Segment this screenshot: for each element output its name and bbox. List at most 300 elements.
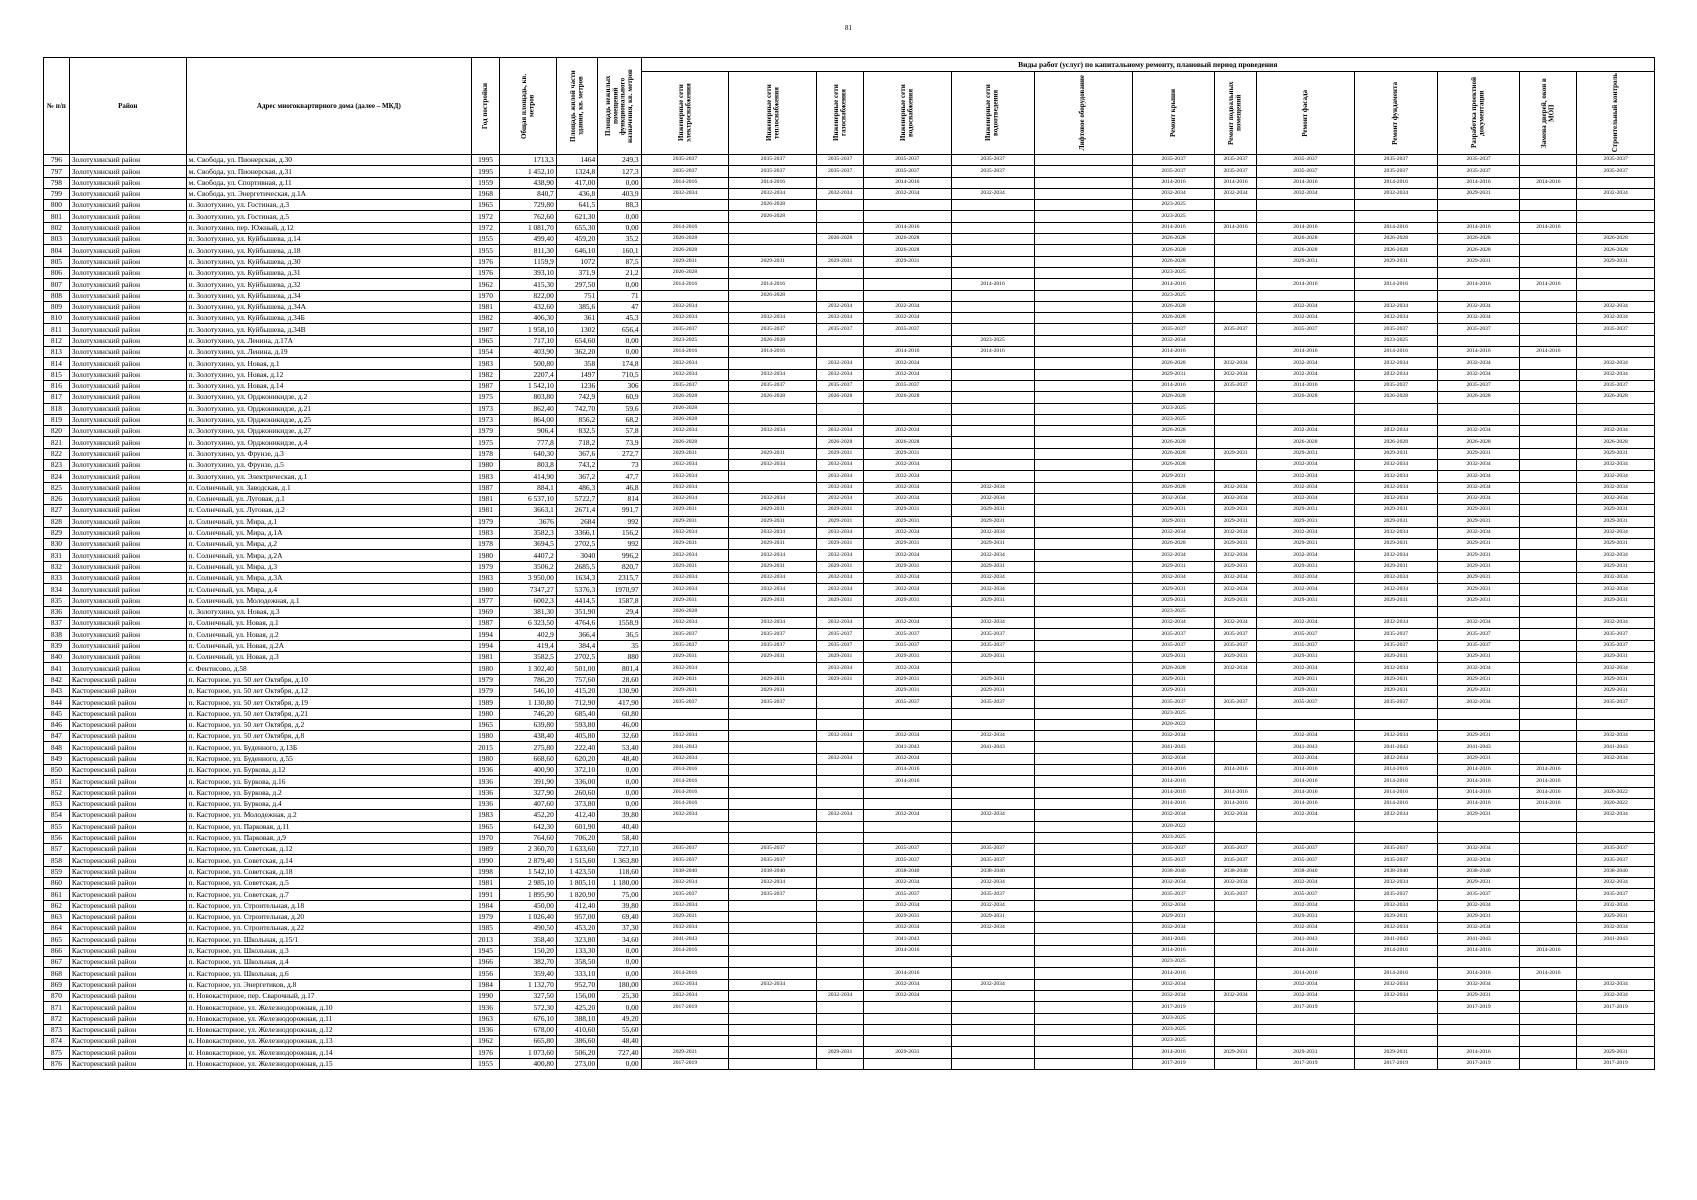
work-period-cell: 2035-2037 <box>1256 640 1354 651</box>
district-cell: Золотухинский район <box>69 460 186 471</box>
work-period-cell: 2029-2031 <box>1437 505 1520 516</box>
work-period-cell: 2014-2016 <box>1256 765 1354 776</box>
table-row <box>44 460 1655 471</box>
work-period-cell: 2032-2034 <box>641 618 729 629</box>
capital-repair-table <box>43 57 1655 1070</box>
table-row <box>44 900 1655 911</box>
work-period-cell: 2029-2031 <box>1577 516 1655 527</box>
work-period-cell <box>951 245 1034 256</box>
work-period-cell: 2032-2034 <box>1256 900 1354 911</box>
work-period-cell <box>817 697 864 708</box>
work-period-cell <box>1355 821 1438 832</box>
header-row-top <box>44 58 1655 72</box>
address-cell: с. Фентисово, д.58 <box>186 663 471 674</box>
work-period-cell: 2032-2034 <box>817 584 864 595</box>
work-period-cell <box>817 403 864 414</box>
work-period-cell: 2014-2016 <box>1256 279 1354 290</box>
nonliving-area-cell: 60,9 <box>598 392 641 403</box>
work-period-cell <box>1256 211 1354 222</box>
work-period-cell <box>1256 267 1354 278</box>
work-period-cell <box>1355 290 1438 301</box>
work-period-cell <box>1520 663 1577 674</box>
work-period-cell: 2032-2034 <box>1577 584 1655 595</box>
work-period-cell: 2032-2034 <box>1132 493 1215 504</box>
table-row <box>44 335 1655 346</box>
work-period-cell: 2026-2028 <box>1355 245 1438 256</box>
work-period-cell: 2032-2034 <box>1577 923 1655 934</box>
work-period-cell: 2029-2031 <box>1355 505 1438 516</box>
nonliving-area-cell: 2315,7 <box>598 572 641 583</box>
work-period-cell: 2026-2028 <box>1256 392 1354 403</box>
row-number: 840 <box>44 652 70 663</box>
nonliving-area-cell: 1970,97 <box>598 584 641 595</box>
work-period-cell <box>1215 1036 1256 1047</box>
total-area-cell: 1 452,10 <box>499 166 556 177</box>
district-cell: Золотухинский район <box>69 629 186 640</box>
work-period-cell: 2032-2034 <box>1577 753 1655 764</box>
work-period-cell <box>817 765 864 776</box>
work-period-cell <box>1520 674 1577 685</box>
living-area-cell: 1302 <box>556 324 597 335</box>
total-area-cell: 822,00 <box>499 290 556 301</box>
work-period-cell: 2029-2031 <box>1215 652 1256 663</box>
header-work-text: Инженерные сети теплоснабжения <box>764 84 780 142</box>
year-cell: 1982 <box>472 313 500 324</box>
work-period-cell <box>1034 765 1132 776</box>
work-period-cell: 2035-2037 <box>1355 889 1438 900</box>
table-row <box>44 166 1655 177</box>
work-period-cell: 2029-2031 <box>1577 505 1655 516</box>
work-period-cell <box>641 1024 729 1035</box>
district-cell: Золотухинский район <box>69 279 186 290</box>
table-row <box>44 640 1655 651</box>
nonliving-area-cell: 87,5 <box>598 256 641 267</box>
work-period-cell <box>951 290 1034 301</box>
work-period-cell: 2026-2028 <box>1132 313 1215 324</box>
district-cell: Касторенский район <box>69 776 186 787</box>
work-period-cell <box>1520 188 1577 199</box>
work-period-cell: 2035-2037 <box>1132 697 1215 708</box>
nonliving-area-cell: 60,80 <box>598 708 641 719</box>
work-period-cell: 2014-2016 <box>1132 279 1215 290</box>
work-period-cell: 2029-2031 <box>1215 595 1256 606</box>
total-area-cell: 640,30 <box>499 448 556 459</box>
nonliving-area-cell: 814 <box>598 493 641 504</box>
work-period-cell: 2032-2034 <box>817 663 864 674</box>
work-period-cell <box>1215 1058 1256 1069</box>
address-cell: п. Солнечный, ул. Мира, д.2 <box>186 539 471 550</box>
work-period-cell: 2014-2016 <box>641 968 729 979</box>
work-period-cell <box>1034 584 1132 595</box>
address-cell: п. Касторное, ул. 50 лет Октября, д.2 <box>186 719 471 730</box>
table-row <box>44 155 1655 166</box>
living-area-cell: 593,80 <box>556 719 597 730</box>
year-cell: 1989 <box>472 844 500 855</box>
work-period-cell: 2032-2034 <box>641 753 729 764</box>
work-period-cell: 2032-2034 <box>1437 471 1520 482</box>
work-period-cell <box>1256 403 1354 414</box>
table-row <box>44 471 1655 482</box>
nonliving-area-cell: 272,7 <box>598 448 641 459</box>
district-cell: Золотухинский район <box>69 403 186 414</box>
work-period-cell: 2035-2037 <box>1577 155 1655 166</box>
district-cell: Золотухинский район <box>69 155 186 166</box>
table-row <box>44 482 1655 493</box>
row-number: 864 <box>44 923 70 934</box>
work-period-cell <box>1520 990 1577 1001</box>
work-period-cell: 2029-2031 <box>1355 652 1438 663</box>
nonliving-area-cell: 403,9 <box>598 188 641 199</box>
row-number: 807 <box>44 279 70 290</box>
work-period-cell <box>1577 403 1655 414</box>
work-period-cell: 2029-2031 <box>1437 539 1520 550</box>
work-period-cell: 2014-2016 <box>641 279 729 290</box>
nonliving-area-cell: 160,1 <box>598 245 641 256</box>
work-period-cell: 2014-2016 <box>1520 765 1577 776</box>
work-period-cell: 2032-2034 <box>1437 460 1520 471</box>
address-cell: п. Касторное, ул. Молодежная, д.2 <box>186 810 471 821</box>
work-period-cell: 2014-2016 <box>1355 798 1438 809</box>
work-period-cell: 2029-2031 <box>1215 539 1256 550</box>
year-cell: 1945 <box>472 945 500 956</box>
work-period-cell: 2032-2034 <box>863 753 951 764</box>
work-period-cell: 2032-2034 <box>641 878 729 889</box>
total-area-cell: 499,40 <box>499 234 556 245</box>
work-period-cell: 2026-2028 <box>1355 392 1438 403</box>
work-period-cell: 2029-2031 <box>1577 595 1655 606</box>
living-area-cell: 371,9 <box>556 267 597 278</box>
work-period-cell <box>1256 335 1354 346</box>
work-period-cell <box>1215 708 1256 719</box>
work-period-cell: 2029-2031 <box>1256 539 1354 550</box>
work-period-cell <box>1355 708 1438 719</box>
work-period-cell <box>729 945 817 956</box>
total-area-cell: 391,90 <box>499 776 556 787</box>
work-period-cell: 2035-2037 <box>951 155 1034 166</box>
work-period-cell <box>1034 832 1132 843</box>
row-number: 876 <box>44 1058 70 1069</box>
year-cell: 1962 <box>472 279 500 290</box>
total-area-cell: 6 323,50 <box>499 618 556 629</box>
work-period-cell <box>863 335 951 346</box>
table-row <box>44 222 1655 233</box>
nonliving-area-cell: 39,80 <box>598 900 641 911</box>
work-period-cell: 2032-2034 <box>1132 990 1215 1001</box>
work-period-cell: 2032-2034 <box>1256 979 1354 990</box>
work-period-cell: 2029-2031 <box>1256 595 1354 606</box>
work-period-cell: 2032-2034 <box>729 188 817 199</box>
work-period-cell <box>951 1047 1034 1058</box>
district-cell: Золотухинский район <box>69 301 186 312</box>
work-period-cell: 2035-2037 <box>817 629 864 640</box>
work-period-cell <box>1355 606 1438 617</box>
living-area-cell: 4414,5 <box>556 595 597 606</box>
nonliving-area-cell: 32,60 <box>598 731 641 742</box>
work-period-cell <box>1034 674 1132 685</box>
work-period-cell: 2032-2034 <box>1355 731 1438 742</box>
work-period-cell <box>817 844 864 855</box>
work-period-cell: 2035-2037 <box>729 629 817 640</box>
work-period-cell: 2029-2031 <box>641 256 729 267</box>
header-year-text: Год постройки <box>480 82 489 130</box>
work-period-cell: 2029-2031 <box>1256 516 1354 527</box>
work-period-cell <box>1520 606 1577 617</box>
living-area-cell: 425,20 <box>556 1002 597 1013</box>
work-period-cell: 2026-2028 <box>1132 663 1215 674</box>
work-period-cell <box>1520 313 1577 324</box>
work-period-cell: 2029-2031 <box>729 448 817 459</box>
address-cell: п. Солнечный, ул. Мира, д.2А <box>186 550 471 561</box>
district-cell: Касторенский район <box>69 1036 186 1047</box>
work-period-cell: 2032-2034 <box>863 369 951 380</box>
row-number: 854 <box>44 810 70 821</box>
work-period-cell: 2032-2034 <box>1256 753 1354 764</box>
work-period-cell <box>1520 866 1577 877</box>
total-area-cell: 1 132,70 <box>499 979 556 990</box>
work-period-cell <box>641 200 729 211</box>
work-period-cell <box>951 606 1034 617</box>
work-period-cell <box>1215 290 1256 301</box>
work-period-cell <box>1215 200 1256 211</box>
work-period-cell: 2032-2034 <box>1577 358 1655 369</box>
address-cell: м. Свобода, ул. Энергетическая, д.1А <box>186 188 471 199</box>
work-period-cell <box>1437 821 1520 832</box>
work-period-cell: 2032-2034 <box>951 979 1034 990</box>
work-period-cell: 2032-2034 <box>1256 923 1354 934</box>
total-area-cell: 762,60 <box>499 211 556 222</box>
work-period-cell: 2032-2034 <box>1256 482 1354 493</box>
row-number: 812 <box>44 335 70 346</box>
total-area-cell: 786,20 <box>499 674 556 685</box>
district-cell: Золотухинский район <box>69 369 186 380</box>
table-row <box>44 810 1655 821</box>
work-period-cell: 2029-2031 <box>951 505 1034 516</box>
work-period-cell: 2032-2034 <box>817 618 864 629</box>
work-period-cell: 2032-2034 <box>1215 663 1256 674</box>
work-period-cell <box>1034 539 1132 550</box>
row-number: 810 <box>44 313 70 324</box>
work-period-cell: 2032-2034 <box>1215 527 1256 538</box>
header-district: Район <box>69 58 186 155</box>
work-period-cell <box>1520 810 1577 821</box>
address-cell: п. Солнечный, ул. Луговая, д.1 <box>186 493 471 504</box>
work-period-cell <box>1520 923 1577 934</box>
work-period-cell: 2029-2031 <box>1437 561 1520 572</box>
work-period-cell: 2032-2034 <box>1256 810 1354 821</box>
row-number: 823 <box>44 460 70 471</box>
work-period-cell <box>863 211 951 222</box>
year-cell: 1981 <box>472 878 500 889</box>
total-area-cell: 3582,3 <box>499 527 556 538</box>
total-area-cell: 676,10 <box>499 1013 556 1024</box>
work-period-cell: 2014-2016 <box>1256 177 1354 188</box>
work-period-cell <box>1437 200 1520 211</box>
year-cell: 1972 <box>472 222 500 233</box>
work-period-cell: 2029-2031 <box>1355 539 1438 550</box>
total-area-cell: 359,40 <box>499 968 556 979</box>
row-number: 846 <box>44 719 70 730</box>
address-cell: п. Солнечный, ул. Новая, д.2А <box>186 640 471 651</box>
work-period-cell: 2032-2034 <box>1215 584 1256 595</box>
work-period-cell <box>1520 493 1577 504</box>
work-period-cell <box>1215 460 1256 471</box>
work-period-cell <box>817 222 864 233</box>
work-period-cell <box>1034 505 1132 516</box>
nonliving-area-cell: 0,00 <box>598 945 641 956</box>
address-cell: п. Золотухино, ул. Гостиная, д.5 <box>186 211 471 222</box>
district-cell: Золотухинский район <box>69 324 186 335</box>
work-period-cell <box>1034 234 1132 245</box>
work-period-cell <box>1577 414 1655 425</box>
work-period-cell <box>951 426 1034 437</box>
row-number: 870 <box>44 990 70 1001</box>
work-period-cell <box>1256 708 1354 719</box>
work-period-cell: 2014-2016 <box>1355 347 1438 358</box>
work-period-cell <box>863 1013 951 1024</box>
work-period-cell: 2032-2034 <box>641 313 729 324</box>
work-period-cell: 2035-2037 <box>1215 844 1256 855</box>
work-period-cell: 2032-2034 <box>1355 301 1438 312</box>
row-number: 818 <box>44 403 70 414</box>
work-period-cell: 2035-2037 <box>1355 640 1438 651</box>
work-period-cell <box>1355 200 1438 211</box>
work-period-cell <box>1034 900 1132 911</box>
living-area-cell: 373,80 <box>556 798 597 809</box>
header-works-title: Виды работ (услуг) по капитальному ремонту, плановый период проведения <box>641 58 1654 72</box>
table-row <box>44 889 1655 900</box>
work-period-cell <box>1034 245 1132 256</box>
work-period-cell <box>1034 945 1132 956</box>
row-number: 847 <box>44 731 70 742</box>
district-cell: Золотухинский район <box>69 392 186 403</box>
work-period-cell <box>1520 1013 1577 1024</box>
work-period-cell: 2032-2034 <box>1256 188 1354 199</box>
work-period-cell: 2032-2034 <box>1256 301 1354 312</box>
work-period-cell <box>951 934 1034 945</box>
work-period-cell <box>951 1002 1034 1013</box>
work-period-cell <box>817 347 864 358</box>
year-cell: 1998 <box>472 866 500 877</box>
work-period-cell: 2026-2028 <box>1355 437 1438 448</box>
work-period-cell: 2032-2034 <box>817 426 864 437</box>
address-cell: м. Свобода, ул. Пионерская, д.31 <box>186 166 471 177</box>
work-period-cell <box>817 211 864 222</box>
living-area-cell: 1072 <box>556 256 597 267</box>
row-number: 868 <box>44 968 70 979</box>
row-number: 800 <box>44 200 70 211</box>
row-number: 837 <box>44 618 70 629</box>
address-cell: п. Золотухино, ул. Орджоникидзе, д.4 <box>186 437 471 448</box>
work-period-cell: 2035-2037 <box>1577 166 1655 177</box>
work-period-cell: 2029-2031 <box>1355 911 1438 922</box>
work-period-cell <box>729 753 817 764</box>
work-period-cell <box>1577 606 1655 617</box>
work-period-cell <box>1034 731 1132 742</box>
year-cell: 1987 <box>472 482 500 493</box>
work-period-cell: 2032-2034 <box>863 810 951 821</box>
row-number: 867 <box>44 957 70 968</box>
living-area-cell: 2702,5 <box>556 652 597 663</box>
work-period-cell: 2032-2034 <box>1355 313 1438 324</box>
work-period-cell <box>1577 832 1655 843</box>
work-period-cell: 2029-2031 <box>729 674 817 685</box>
work-period-cell: 2035-2037 <box>1355 380 1438 391</box>
work-period-cell: 2035-2037 <box>1355 697 1438 708</box>
work-period-cell: 2026-2028 <box>1132 256 1215 267</box>
living-area-cell: 646,10 <box>556 245 597 256</box>
living-area-cell: 385,6 <box>556 301 597 312</box>
district-cell: Касторенский район <box>69 1002 186 1013</box>
work-period-cell: 2035-2037 <box>641 155 729 166</box>
work-period-cell <box>1034 629 1132 640</box>
work-period-cell: 2032-2034 <box>817 753 864 764</box>
year-cell: 1989 <box>472 697 500 708</box>
work-period-cell: 2014-2016 <box>1256 222 1354 233</box>
row-number: 824 <box>44 471 70 482</box>
year-cell: 1965 <box>472 200 500 211</box>
year-cell: 1976 <box>472 1047 500 1058</box>
work-period-cell <box>729 301 817 312</box>
work-period-cell: 2029-2031 <box>1132 911 1215 922</box>
work-period-cell <box>1577 335 1655 346</box>
work-period-cell <box>729 606 817 617</box>
work-period-cell <box>817 267 864 278</box>
nonliving-area-cell: 59,6 <box>598 403 641 414</box>
table-row <box>44 505 1655 516</box>
work-period-cell: 2014-2016 <box>1132 945 1215 956</box>
work-period-cell: 2032-2034 <box>1256 493 1354 504</box>
header-work-text: Инженерные сети электроснабжения <box>676 83 693 143</box>
row-number: 835 <box>44 595 70 606</box>
work-period-cell: 2023-2025 <box>1132 606 1215 617</box>
work-period-cell: 2026-2028 <box>1132 437 1215 448</box>
work-period-cell <box>1034 742 1132 753</box>
table-row <box>44 776 1655 787</box>
work-period-cell <box>1577 708 1655 719</box>
work-period-cell: 2032-2034 <box>1256 618 1354 629</box>
work-period-cell <box>1034 708 1132 719</box>
work-period-cell <box>1520 301 1577 312</box>
table-row <box>44 1024 1655 1035</box>
work-period-cell: 2014-2016 <box>1437 776 1520 787</box>
work-period-cell <box>1215 923 1256 934</box>
living-area-cell: 1 820,90 <box>556 889 597 900</box>
year-cell: 1994 <box>472 629 500 640</box>
work-period-cell: 2032-2034 <box>641 482 729 493</box>
table-row <box>44 234 1655 245</box>
work-period-cell <box>1256 1036 1354 1047</box>
work-period-cell: 2032-2034 <box>641 188 729 199</box>
work-period-cell: 2041-2043 <box>863 742 951 753</box>
district-cell: Касторенский район <box>69 923 186 934</box>
work-period-cell: 2032-2034 <box>863 572 951 583</box>
work-period-cell <box>817 1013 864 1024</box>
work-period-cell: 2023-2025 <box>1132 414 1215 425</box>
living-area-cell: 410,60 <box>556 1024 597 1035</box>
work-period-cell <box>1256 821 1354 832</box>
address-cell: п. Касторное, ул. 50 лет Октября, д.21 <box>186 708 471 719</box>
total-area-cell: 327,50 <box>499 990 556 1001</box>
work-period-cell: 2029-2031 <box>729 685 817 696</box>
address-cell: п. Касторное, ул. Школьная, д.15/1 <box>186 934 471 945</box>
work-period-cell <box>1520 403 1577 414</box>
work-period-cell: 2035-2037 <box>1132 155 1215 166</box>
work-period-cell: 2029-2031 <box>1256 674 1354 685</box>
work-period-cell <box>817 414 864 425</box>
work-period-cell <box>1520 539 1577 550</box>
work-period-cell: 2032-2034 <box>863 550 951 561</box>
work-period-cell: 2032-2034 <box>641 426 729 437</box>
